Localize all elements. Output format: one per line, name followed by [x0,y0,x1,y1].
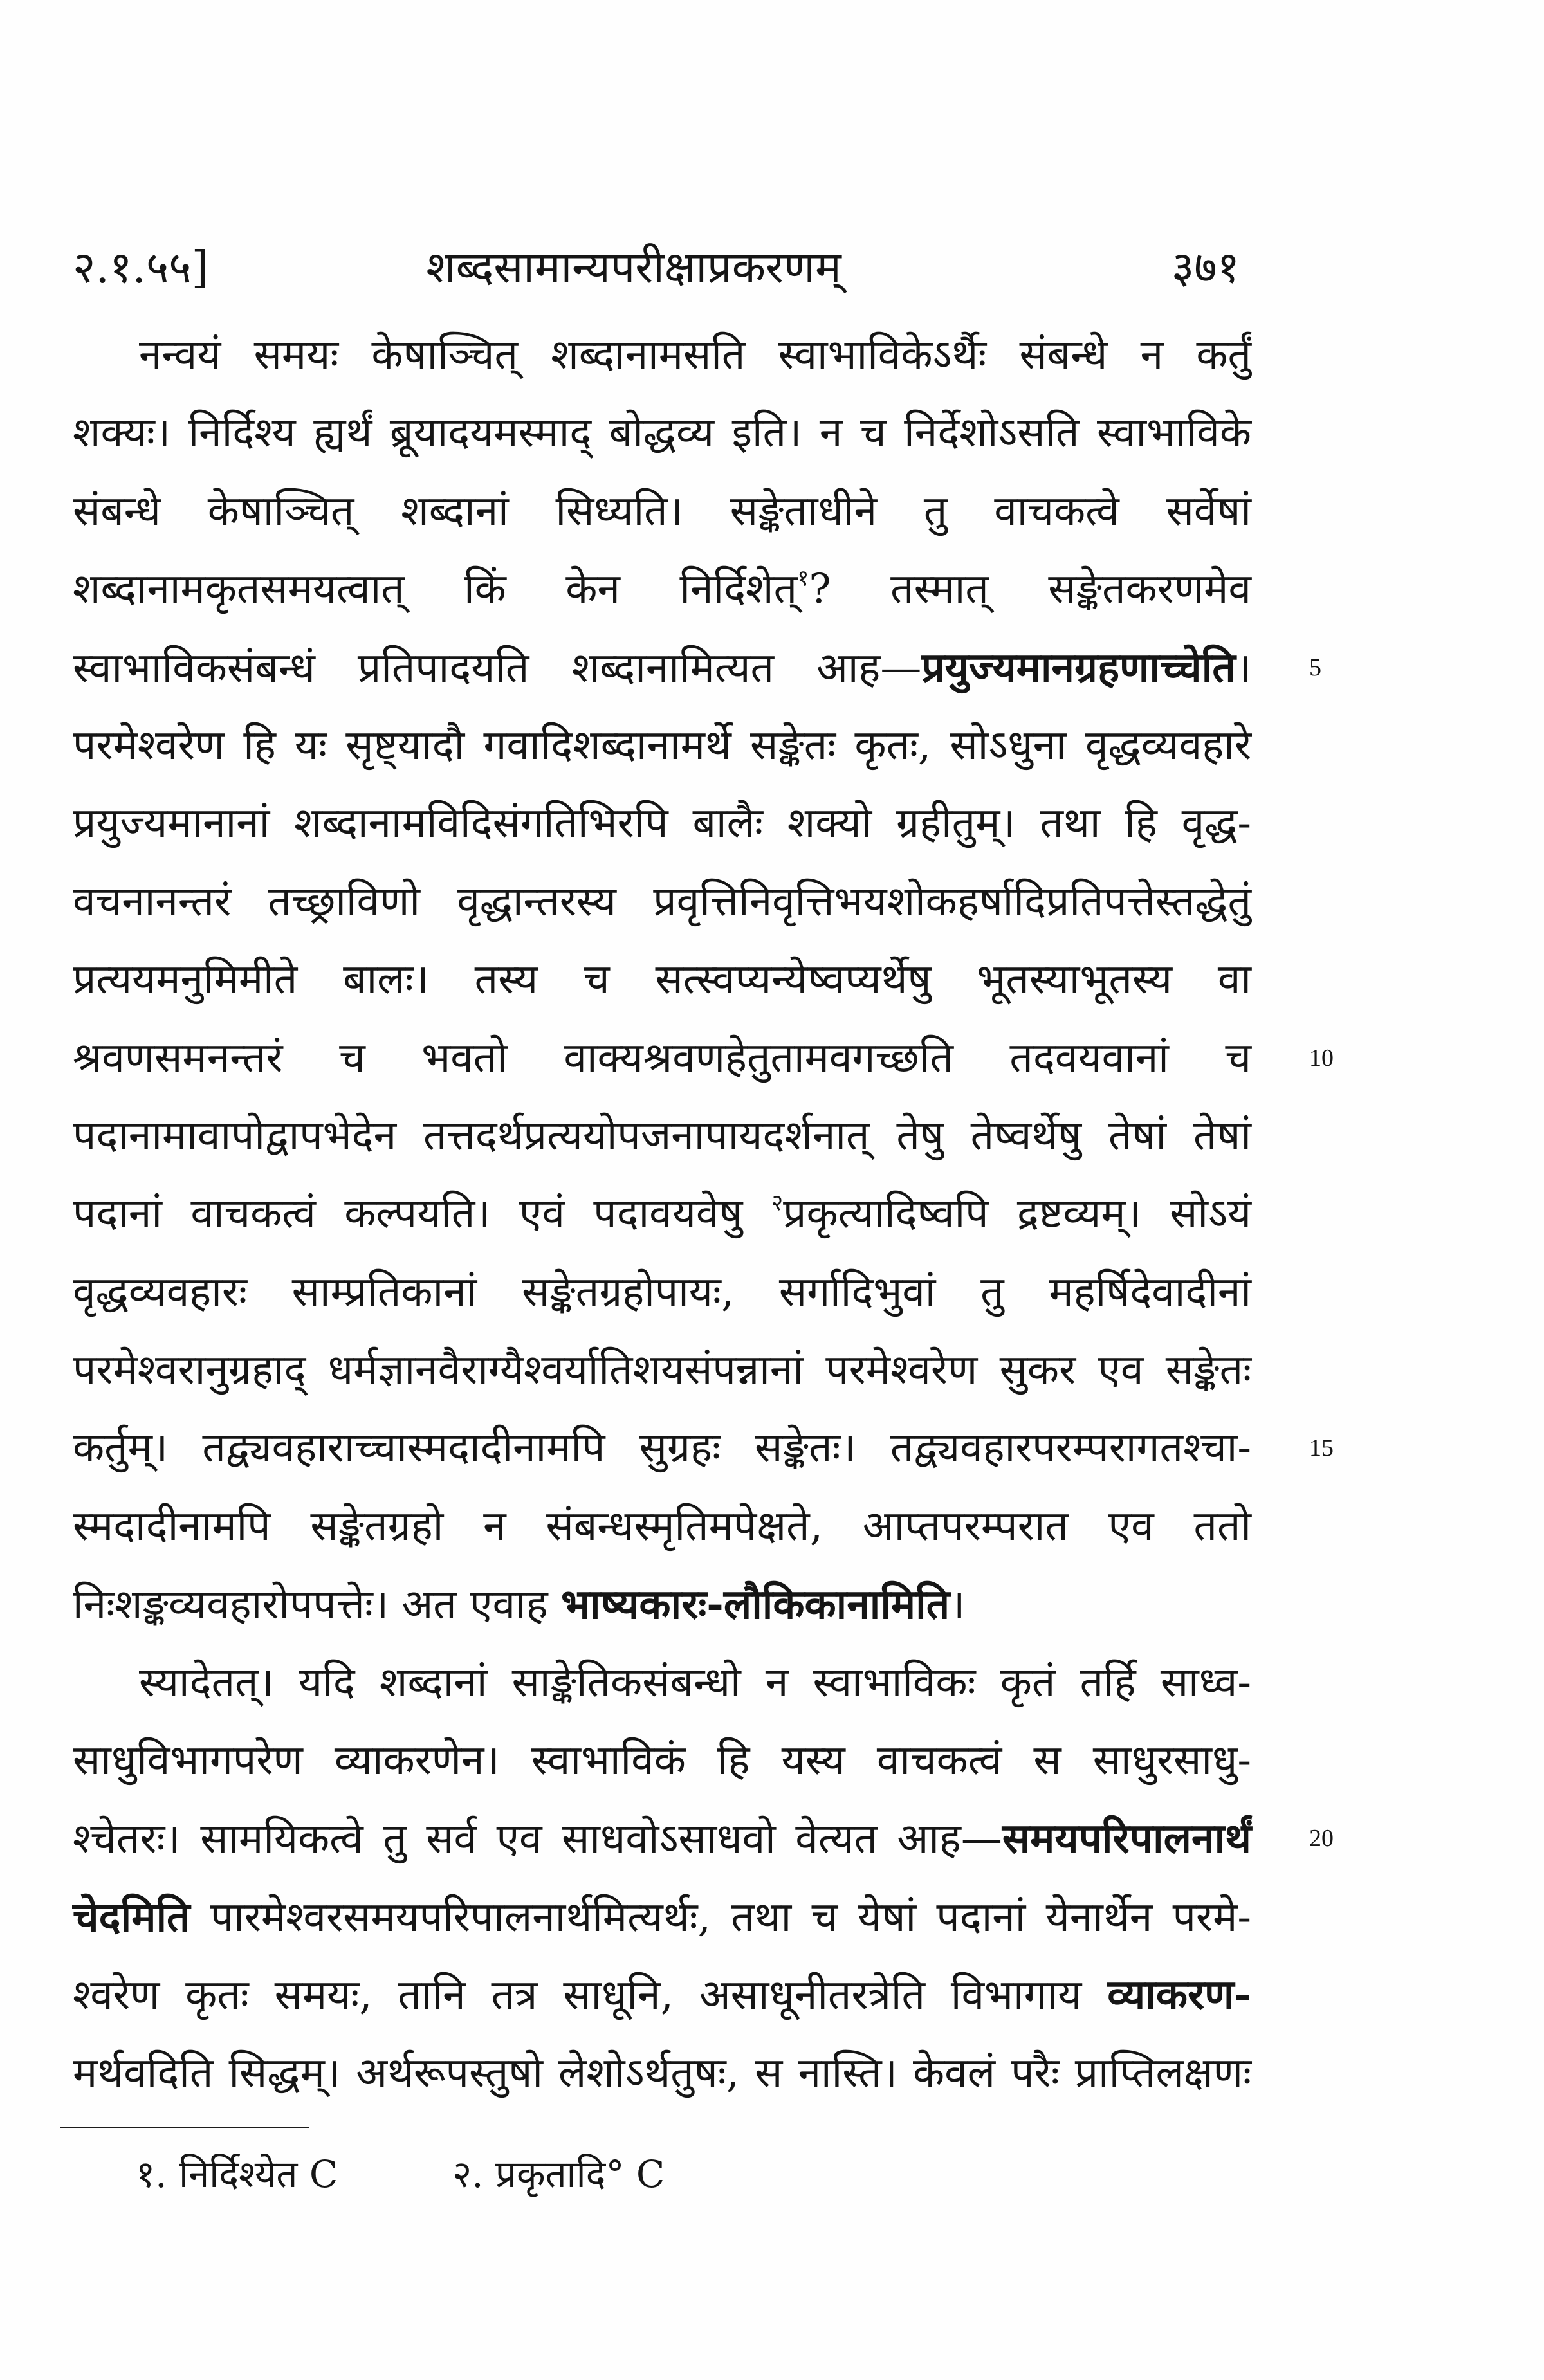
bold-term: व्याकरण- [1107,1971,1251,2020]
text-line [73,629,1321,707]
line-text: श्वरेण कृतः समयः, तानि तत्र साधूनि, असाधूनीतरत्रेति विभागाय [73,1972,1108,2020]
bold-term: समयपरिपालनार्थं [1002,1815,1251,1863]
bold-term: प्रयुज्यमानग्रहणाच्चेति [921,643,1236,692]
line-text: ? तस्मात् सङ्केतकरणमेव [809,565,1252,614]
footnote: १. निर्दिश्येत C [136,2152,338,2196]
text-line [73,1722,1251,1800]
line-text: पदानामावापोद्वापभेदेन तत्तदर्थप्रत्ययोपजनापायदर्शनात् तेषु तेष्वर्थेषु तेषां तेषां [73,1112,1251,1160]
line-text: प्रयुज्यमानानां शब्दानामविदिसंगतिभिरपि बालैः शक्यो ग्रहीतुम्। तथा हि वृद्ध- [73,800,1251,848]
line-number: 15 [1309,1434,1334,1462]
section-reference: २.१.५५] [73,243,209,293]
line-text: शब्दानामकृतसमयत्वात् किं केन निर्दिशेत् [73,565,798,614]
line-text: स्मदादीनामपि सङ्केतग्रहो न संबन्धस्मृतिमपेक्षते, आप्तपरम्परात एव ततो [73,1502,1251,1550]
line-text: साधुविभागपरेण व्याकरणेन। स्वाभाविकं हि यस्य वाचकत्वं स साधुरसाधु- [73,1737,1251,1785]
line-text: पारमेश्वरसमयपरिपालनार्थमित्यर्थः, तथा च येषां पदानां येनार्थेन परमे- [190,1893,1251,1941]
text-line [73,316,1251,394]
line-text: निःशङ्कव्यवहारोपपत्तेः। अत एवाह [73,1581,562,1629]
text-line [73,1254,1251,1332]
line-number: 10 [1309,1044,1334,1072]
line-text: । [950,1581,966,1629]
text-line [73,394,1251,472]
text-line [73,1800,1334,1878]
line-text: प्रत्ययमनुमिमीते बालः। तस्य च सत्स्वप्यन्येष्वप्यर्थेषु भूतस्याभूतस्य वा [73,956,1251,1004]
line-text: परमेश्वरानुग्रहाद् धर्मज्ञानवैराग्यैश्वर्यातिशयसंपन्नानां परमेश्वरेण सुकर एव सङ्केतः [73,1346,1251,1395]
text-line [73,785,1251,863]
text-line [73,1409,1334,1487]
line-text: संबन्धे केषाञ्चित् शब्दानां सिध्यति। सङ्केताधीने तु वाचकत्वे सर्वेषां [73,487,1251,535]
text-line [73,1175,1251,1253]
page-number: ३७१ [1171,243,1240,293]
text-line [73,707,1251,785]
text-line [73,1956,1251,2034]
line-text: मर्थवदिति सिद्धम्। अर्थरूपस्तुषो लेशोऽर्थतुषः, स नास्ति। केवलं परैः प्राप्तिलक्षणः [73,2049,1251,2097]
footnote-marker: २ [771,1189,784,1216]
line-text: श्रवणसमनन्तरं च भवतो वाक्यश्रवणहेतुतामवगच्छति तदवयवानां च [73,1034,1251,1082]
footnote-marker: १ [797,565,809,592]
bold-term: चेदमिति [73,1892,190,1941]
line-text: प्रकृत्यादिष्वपि द्रष्टव्यम्। सोऽयं [783,1190,1252,1238]
text-line [73,473,1251,551]
line-text: परमेश्वरेण हि यः सृष्ट्यादौ गवादिशब्दानामर्थे सङ्केतः कृतः, सोऽधुना वृद्धव्यवहारे [73,721,1251,769]
text-line [73,941,1251,1019]
running-title: शब्दसामान्यपरीक्षाप्रकरणम् [426,243,841,293]
line-number: 20 [1309,1825,1334,1853]
line-text: । [1235,644,1251,692]
line-text: स्यादेतत्। यदि शब्दानां साङ्केतिकसंबन्धो न स्वाभाविकः कृतं तर्हि साध्व- [139,1658,1251,1707]
footnote: २. प्रकृतादि° C [452,2152,665,2196]
line-text: वचनानन्तरं तच्छ्राविणो वृद्धान्तरस्य प्रवृत्तिनिवृत्तिभयशोकहर्षादिप्रतिपत्तेस्तद्धेतुं [73,877,1251,926]
bold-term: भाष्यकारः-लौकिकानामिति [561,1580,950,1629]
text-line [73,1097,1251,1175]
text-line [73,551,1251,628]
line-text: कर्तुम्। तद्व्यवहाराच्चास्मदादीनामपि सुग्रहः सङ्केतः। तद्व्यवहारपरम्परागतश्चा- [73,1424,1251,1472]
line-text: शक्यः। निर्दिश्य ह्यर्थं ब्रूयादयमस्माद् बोद्धव्य इति। न च निर्देशोऽसति स्वाभाविके [73,409,1251,457]
footnote-rule [60,2127,309,2128]
line-text: पदानां वाचकत्वं कल्पयति। एवं पदावयवेषु [73,1190,771,1238]
line-text: श्चेतरः। सामयिकत्वे तु सर्व एव साधवोऽसाधवो वेत्यत आह— [73,1815,1002,1863]
text-line [73,2035,1251,2112]
main-text [73,316,1334,2112]
text-line [73,1566,1251,1643]
text-line [73,1878,1251,1956]
line-text: नन्वयं समयः केषाञ्चित् शब्दानामसति स्वाभाविकेऽर्थैः संबन्धे न कर्तुं [139,331,1251,379]
text-line [73,1020,1334,1097]
text-line [73,1332,1251,1409]
line-text: स्वाभाविकसंबन्धं प्रतिपादयति शब्दानामित्यत आह— [73,644,922,692]
line-number: 5 [1309,654,1321,681]
text-line [73,863,1251,941]
text-line [73,1488,1251,1566]
line-text: वृद्धव्यवहारः साम्प्रतिकानां सङ्केतग्रहोपायः, सर्गादिभुवां तु महर्षिदेवादीनां [73,1268,1251,1316]
text-line [73,1644,1251,1722]
